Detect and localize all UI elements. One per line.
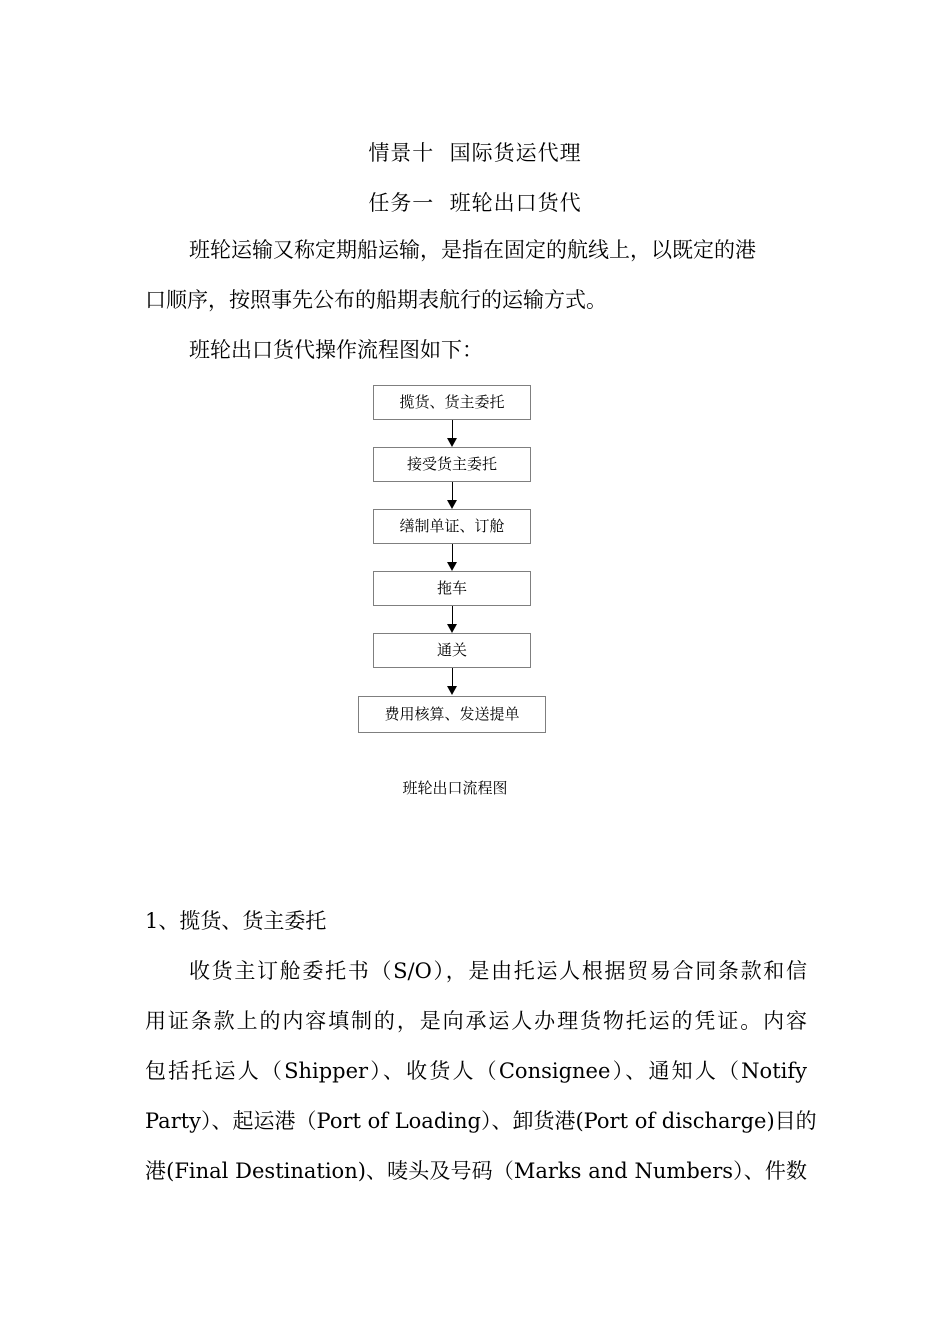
flow-step-1: 揽货、货主委托 [373, 385, 531, 420]
section-1-line-4: Party）、起运港（Port of Loading）、卸货港(Port of discharge)目的 [145, 1109, 817, 1133]
section-1-heading [145, 896, 807, 946]
flow-connector-2 [452, 482, 453, 500]
intro-paragraph [145, 225, 807, 275]
flow-arrow-1 [447, 438, 457, 447]
flow-arrow-5 [447, 686, 457, 695]
flowchart-caption: 班轮出口流程图 [402, 779, 508, 797]
flow-step-3: 缮制单证、订舱 [373, 509, 531, 544]
flow-connector-5 [452, 668, 453, 686]
flow-step-4: 拖车 [373, 571, 531, 606]
section-1-line-2: 用证条款上的内容填制的，是向承运人办理货物托运的凭证。内容 [145, 1009, 807, 1033]
flow-connector-4 [452, 606, 453, 624]
section-1-paragraph [145, 946, 807, 996]
section-1-line-3: 包括托运人（Shipper）、收货人（Consignee）、通知人（Notify [145, 1059, 807, 1083]
flow-step-6: 费用核算、发送提单 [358, 696, 546, 733]
flow-connector-3 [452, 544, 453, 562]
chapter-title: 情景十 国际货运代理 [368, 141, 582, 165]
flow-arrow-3 [447, 562, 457, 571]
flow-step-2: 接受货主委托 [373, 447, 531, 482]
section-1-heading-text: 1、揽货、货主委托 [145, 909, 327, 933]
flow-intro-paragraph [145, 325, 807, 375]
intro-line-2: 口顺序，按照事先公布的船期表航行的运输方式。 [145, 288, 607, 312]
section-1-line-5: 港(Final Destination)、唛头及号码（Marks and Numbers）、件数 [145, 1159, 807, 1183]
section-1-line-1: 收货主订舱委托书（S/O），是由托运人根据贸易合同条款和信 [189, 959, 807, 983]
flow-arrow-2 [447, 500, 457, 509]
flow-arrow-4 [447, 624, 457, 633]
section-1-paragraph-cont [145, 996, 817, 1196]
flow-intro-text: 班轮出口货代操作流程图如下： [189, 338, 483, 362]
task-title: 任务一 班轮出口货代 [368, 191, 582, 215]
flow-connector-1 [452, 420, 453, 438]
flow-step-5: 通关 [373, 633, 531, 668]
intro-paragraph-cont [145, 275, 807, 325]
intro-line-1: 班轮运输又称定期船运输，是指在固定的航线上，以既定的港 [189, 238, 756, 262]
